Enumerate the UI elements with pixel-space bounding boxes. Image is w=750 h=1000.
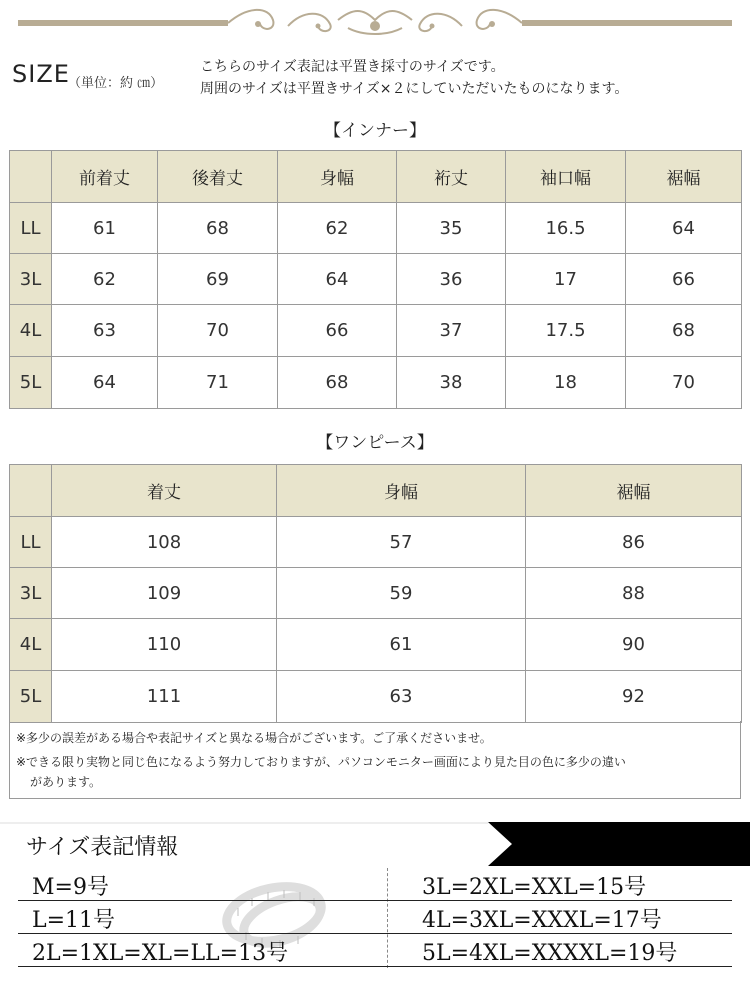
table-cell: 108	[52, 517, 277, 568]
table-cell: 70	[158, 305, 278, 357]
size-equivalence-right: 5L=4XL=XXXXL=19号	[422, 941, 678, 966]
table-cell: 88	[526, 568, 742, 619]
row-size-label: 5L	[10, 357, 52, 409]
table-row	[10, 568, 742, 619]
row-size-label: 3L	[10, 568, 52, 619]
row-size-label: 4L	[10, 619, 52, 671]
size-equivalence-left: L=11号	[32, 908, 116, 933]
column-header: 裾幅	[526, 465, 742, 517]
table-cell: 37	[397, 305, 506, 357]
table-row	[10, 357, 742, 409]
column-header: 後着丈	[158, 151, 278, 203]
table-cell: 61	[52, 203, 158, 254]
table-cell: 36	[397, 254, 506, 305]
size-unit: （単位：約 ㎝）	[68, 76, 164, 91]
disclaimer-line: ※多少の誤差がある場合や表記サイズと異なる場合がございます。ご了承くださいませ。	[16, 731, 492, 745]
table-cell: 68	[278, 357, 397, 409]
table-cell: 17	[506, 254, 626, 305]
size-info-banner	[0, 822, 750, 866]
table-row	[10, 671, 742, 723]
size-equivalence-right: 3L=2XL=XXL=15号	[422, 875, 647, 900]
inner-size-table	[9, 150, 742, 409]
size-info-table	[18, 868, 732, 968]
table-cell: 59	[277, 568, 526, 619]
table-cell: 63	[52, 305, 158, 357]
column-header: 裄丈	[397, 151, 506, 203]
table-cell: 90	[526, 619, 742, 671]
table-cell: 71	[158, 357, 278, 409]
table-row	[10, 619, 742, 671]
table-cell: 17.5	[506, 305, 626, 357]
column-header: 着丈	[52, 465, 277, 517]
table-corner-cell	[10, 465, 52, 517]
table-cell: 66	[626, 254, 742, 305]
info-row	[18, 934, 732, 967]
table-cell: 92	[526, 671, 742, 723]
table-cell: 68	[158, 203, 278, 254]
table-cell: 109	[52, 568, 277, 619]
table-row	[10, 305, 742, 357]
table-cell: 86	[526, 517, 742, 568]
table-header-row	[10, 465, 742, 517]
table-cell: 18	[506, 357, 626, 409]
ornament-divider-icon	[18, 6, 732, 40]
table-cell: 62	[52, 254, 158, 305]
table-row	[10, 254, 742, 305]
row-size-label: LL	[10, 203, 52, 254]
info-row	[18, 868, 732, 901]
table-cell: 68	[626, 305, 742, 357]
size-info-title: サイズ表記情報	[26, 835, 179, 860]
table-cell: 66	[278, 305, 397, 357]
row-size-label: 4L	[10, 305, 52, 357]
table-cell: 61	[277, 619, 526, 671]
column-header: 身幅	[277, 465, 526, 517]
table-cell: 38	[397, 357, 506, 409]
table-cell: 70	[626, 357, 742, 409]
size-header	[12, 52, 742, 102]
table-cell: 57	[277, 517, 526, 568]
size-equivalence-left: 2L=1XL=XL=LL=13号	[32, 941, 289, 966]
row-size-label: 5L	[10, 671, 52, 723]
table-cell: 64	[52, 357, 158, 409]
table-cell: 63	[277, 671, 526, 723]
table-cell: 64	[626, 203, 742, 254]
disclaimer-box	[9, 721, 741, 799]
disclaimer-line: ※できる限り実物と同じ色になるよう努力しておりますが、パソコンモニター画面により見た目の色に多少の違い	[16, 755, 626, 769]
column-header: 身幅	[278, 151, 397, 203]
table-cell: 110	[52, 619, 277, 671]
row-size-label: LL	[10, 517, 52, 568]
table-cell: 35	[397, 203, 506, 254]
onepiece-section-title: 【ワンピース】	[316, 433, 434, 453]
column-header: 裾幅	[626, 151, 742, 203]
info-row	[18, 901, 732, 934]
size-note: 周囲のサイズは平置きサイズ×２にしていただいたものになります。	[200, 81, 629, 97]
table-row	[10, 203, 742, 254]
table-cell: 69	[158, 254, 278, 305]
size-notes	[200, 56, 628, 100]
table-cell: 62	[278, 203, 397, 254]
table-cell: 64	[278, 254, 397, 305]
disclaimer-line: があります。	[30, 775, 102, 789]
table-header-row	[10, 151, 742, 203]
table-row	[10, 517, 742, 568]
table-corner-cell	[10, 151, 52, 203]
column-header: 前着丈	[52, 151, 158, 203]
onepiece-size-table	[9, 464, 742, 723]
row-size-label: 3L	[10, 254, 52, 305]
inner-section-title: 【インナー】	[324, 121, 426, 141]
size-equivalence-right: 4L=3XL=XXXL=17号	[422, 908, 662, 933]
column-header: 袖口幅	[506, 151, 626, 203]
table-cell: 111	[52, 671, 277, 723]
size-equivalence-left: M=9号	[32, 875, 109, 900]
size-note: こちらのサイズ表記は平置き採寸のサイズです。	[200, 59, 505, 75]
size-title: SIZE	[12, 60, 70, 88]
table-cell: 16.5	[506, 203, 626, 254]
